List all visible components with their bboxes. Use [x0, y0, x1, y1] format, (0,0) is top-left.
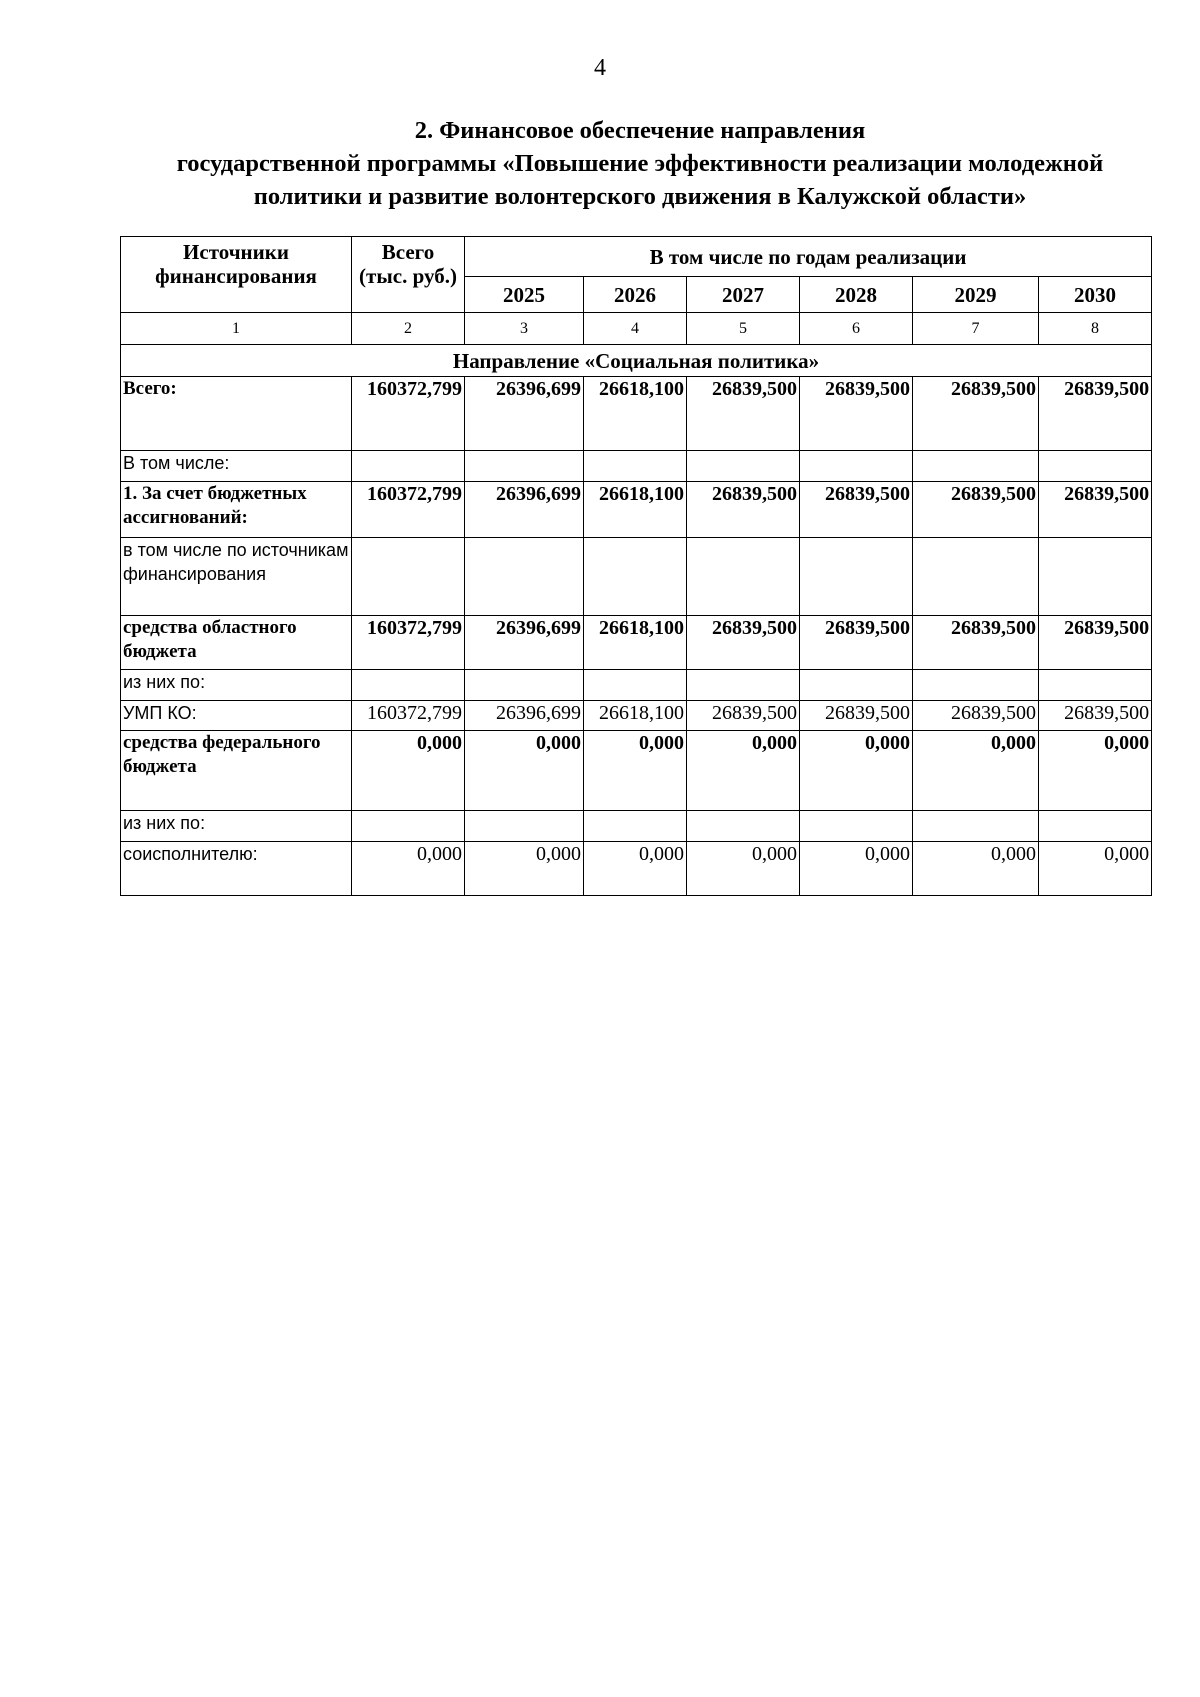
cell-value	[913, 451, 1039, 482]
cell-value: 26839,500	[800, 377, 913, 451]
cell-value: 26396,699	[465, 616, 584, 670]
cell-value	[465, 811, 584, 842]
cell-value: 0,000	[913, 842, 1039, 896]
cell-value: 26839,500	[800, 701, 913, 731]
financing-table	[120, 236, 1152, 896]
header-source-line1: Источники	[183, 240, 289, 264]
cell-value: 26839,500	[687, 377, 800, 451]
cell-value: 26618,100	[584, 701, 687, 731]
cell-value	[687, 538, 800, 616]
cell-value	[913, 670, 1039, 701]
cell-value	[584, 811, 687, 842]
cell-value	[465, 670, 584, 701]
cell-value	[352, 451, 465, 482]
row-label: УМП КО:	[121, 701, 352, 731]
header-total-cell	[352, 237, 465, 313]
cell-value: 26839,500	[913, 701, 1039, 731]
cell-value	[352, 538, 465, 616]
header-source-line2: финансирования	[155, 264, 317, 288]
table-row-including	[121, 451, 1152, 482]
cell-value: 26839,500	[1039, 616, 1152, 670]
cell-value: 160372,799	[352, 377, 465, 451]
table-row-total	[121, 377, 1152, 451]
cell-value: 26839,500	[687, 482, 800, 538]
cell-value	[913, 811, 1039, 842]
cell-value: 0,000	[687, 842, 800, 896]
cell-value: 0,000	[913, 731, 1039, 811]
cell-value	[687, 670, 800, 701]
section-title: Направление «Социальная политика»	[121, 345, 1152, 377]
cell-value	[352, 670, 465, 701]
table-row-by-sources	[121, 538, 1152, 616]
cell-value: 160372,799	[352, 482, 465, 538]
column-number: 8	[1039, 313, 1152, 345]
cell-value	[800, 451, 913, 482]
section-row	[121, 345, 1152, 377]
cell-value: 0,000	[352, 842, 465, 896]
cell-value: 26839,500	[800, 616, 913, 670]
row-label: в том числе по источникам финансирования	[121, 538, 352, 616]
table-row-federal-budget	[121, 731, 1152, 811]
cell-value	[1039, 451, 1152, 482]
row-label: средства областного бюджета	[121, 616, 352, 670]
cell-value: 26396,699	[465, 377, 584, 451]
row-label: из них по:	[121, 811, 352, 842]
cell-value: 26396,699	[465, 482, 584, 538]
cell-value: 26618,100	[584, 377, 687, 451]
cell-value: 0,000	[800, 842, 913, 896]
row-label: Всего:	[121, 377, 352, 451]
cell-value	[584, 670, 687, 701]
cell-value: 26839,500	[913, 482, 1039, 538]
cell-value	[584, 451, 687, 482]
page-number: 4	[594, 55, 606, 81]
header-year: 2028	[800, 277, 913, 313]
cell-value: 26839,500	[687, 701, 800, 731]
cell-value	[584, 538, 687, 616]
table-row-of-which	[121, 670, 1152, 701]
cell-value: 0,000	[584, 731, 687, 811]
table-row-budget-allocations	[121, 482, 1152, 538]
header-year: 2027	[687, 277, 800, 313]
cell-value: 26396,699	[465, 701, 584, 731]
cell-value: 26839,500	[1039, 482, 1152, 538]
column-number: 2	[352, 313, 465, 345]
header-year: 2026	[584, 277, 687, 313]
cell-value: 26839,500	[913, 616, 1039, 670]
column-number: 3	[465, 313, 584, 345]
cell-value: 26618,100	[584, 616, 687, 670]
table-row-ump-ko	[121, 701, 1152, 731]
cell-value: 26839,500	[687, 616, 800, 670]
header-total-line1: Всего	[381, 240, 435, 264]
column-number: 7	[913, 313, 1039, 345]
title-line-2: государственной программы «Повышение эффективности реализации молодежной	[176, 150, 1104, 177]
row-label: соисполнителю:	[121, 842, 352, 896]
title-line-3: политики и развитие волонтерского движения в Калужской области»	[253, 183, 1027, 210]
column-number-row	[121, 313, 1152, 345]
cell-value: 0,000	[1039, 842, 1152, 896]
cell-value	[687, 451, 800, 482]
row-label: В том числе:	[121, 451, 352, 482]
cell-value: 26839,500	[800, 482, 913, 538]
title-line-1: 2. Финансовое обеспечение направления	[414, 117, 866, 144]
cell-value: 160372,799	[352, 616, 465, 670]
cell-value	[1039, 670, 1152, 701]
cell-value: 26839,500	[913, 377, 1039, 451]
table-row-regional-budget	[121, 616, 1152, 670]
header-year: 2030	[1039, 277, 1152, 313]
header-year: 2025	[465, 277, 584, 313]
cell-value: 160372,799	[352, 701, 465, 731]
cell-value	[1039, 538, 1152, 616]
cell-value: 0,000	[584, 842, 687, 896]
row-label: 1. За счет бюджетных ассигнований:	[121, 482, 352, 538]
row-label: средства федерального бюджета	[121, 731, 352, 811]
cell-value: 26839,500	[1039, 701, 1152, 731]
row-label: из них по:	[121, 670, 352, 701]
cell-value	[1039, 811, 1152, 842]
cell-value	[465, 451, 584, 482]
cell-value: 0,000	[1039, 731, 1152, 811]
header-total-line2: (тыс. руб.)	[359, 264, 457, 288]
header-years-group: В том числе по годам реализации	[465, 237, 1152, 277]
cell-value	[352, 811, 465, 842]
cell-value: 0,000	[465, 842, 584, 896]
cell-value	[800, 811, 913, 842]
header-year: 2029	[913, 277, 1039, 313]
cell-value	[687, 811, 800, 842]
column-number: 5	[687, 313, 800, 345]
cell-value: 26618,100	[584, 482, 687, 538]
table-row-co-executor	[121, 842, 1152, 896]
column-number: 1	[121, 313, 352, 345]
cell-value: 0,000	[800, 731, 913, 811]
header-source-cell	[121, 237, 352, 313]
cell-value	[800, 670, 913, 701]
cell-value: 0,000	[687, 731, 800, 811]
cell-value	[465, 538, 584, 616]
cell-value: 0,000	[465, 731, 584, 811]
column-number: 6	[800, 313, 913, 345]
header-row-1	[121, 237, 1152, 277]
cell-value	[913, 538, 1039, 616]
table-row-of-which	[121, 811, 1152, 842]
cell-value	[800, 538, 913, 616]
cell-value: 0,000	[352, 731, 465, 811]
cell-value: 26839,500	[1039, 377, 1152, 451]
document-title	[110, 114, 1170, 213]
column-number: 4	[584, 313, 687, 345]
